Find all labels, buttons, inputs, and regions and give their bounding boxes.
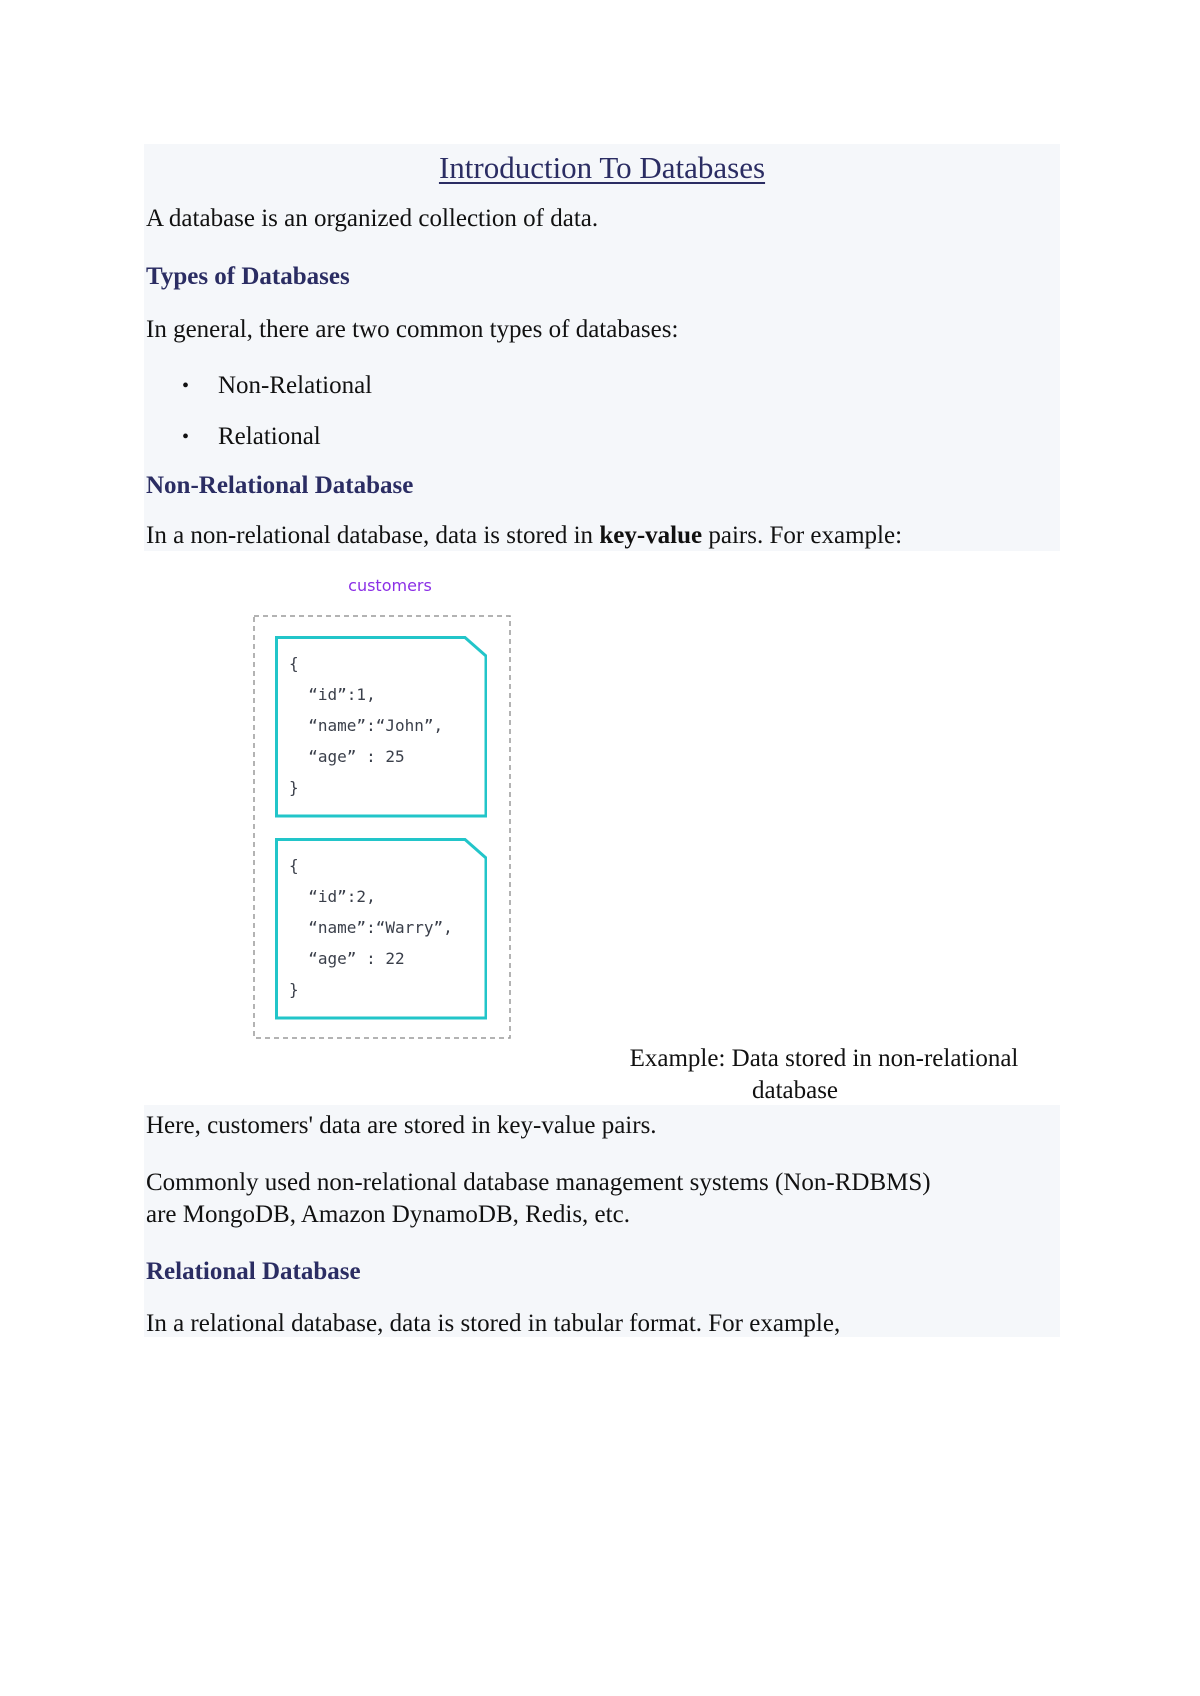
collection-label: customers: [348, 576, 432, 595]
json-line: }: [289, 778, 299, 797]
bullet-icon: •: [182, 375, 190, 397]
json-line: }: [289, 980, 299, 999]
non-relational-paragraph: [146, 520, 902, 552]
caption-line-2: database: [751, 1077, 839, 1104]
commonly-used-line-2: are MongoDB, Amazon DynamoDB, Redis, etc.: [146, 1201, 630, 1228]
types-heading: Types of Databases: [146, 263, 350, 290]
types-paragraph: In general, there are two common types of databases:: [146, 316, 679, 343]
json-line: {: [289, 856, 299, 875]
page-title: Introduction To Databases: [438, 150, 766, 185]
json-line: “name”:“John”,: [289, 716, 444, 735]
non-relational-heading: Non-Relational Database: [146, 472, 414, 499]
key-value-term: key-value: [599, 522, 703, 549]
figure-caption: [555, 1043, 1035, 1107]
non-relational-text-end: pairs. For example:: [702, 522, 903, 549]
json-line: “age” : 22: [289, 949, 405, 968]
commonly-used-line-1: Commonly used non-relational database management systems (Non-RDBMS): [146, 1169, 931, 1196]
list-item-relational: Relational: [218, 423, 321, 450]
list-item-non-relational: Non-Relational: [218, 372, 373, 399]
json-line: {: [289, 654, 299, 673]
bullet-icon: •: [182, 426, 190, 448]
caption-line-1: Example: Data stored in non-relational: [629, 1045, 1019, 1072]
relational-heading: Relational Database: [146, 1258, 361, 1285]
document-card: [275, 636, 485, 806]
document-card: [275, 838, 485, 1008]
json-line: “id”:1,: [289, 685, 376, 704]
json-line: “age” : 25: [289, 747, 405, 766]
key-value-figure: [240, 570, 540, 1040]
document-json: [289, 850, 453, 1005]
relational-paragraph: In a relational database, data is stored in tabular format. For example,: [146, 1310, 841, 1337]
document-json: [289, 648, 443, 803]
intro-paragraph: A database is an organized collection of data.: [146, 205, 599, 232]
json-line: “name”:“Warry”,: [289, 918, 453, 937]
json-line: “id”:2,: [289, 887, 376, 906]
non-relational-text-start: In a non-relational database, data is stored in: [146, 522, 600, 549]
here-paragraph: Here, customers' data are stored in key-value pairs.: [146, 1112, 657, 1139]
